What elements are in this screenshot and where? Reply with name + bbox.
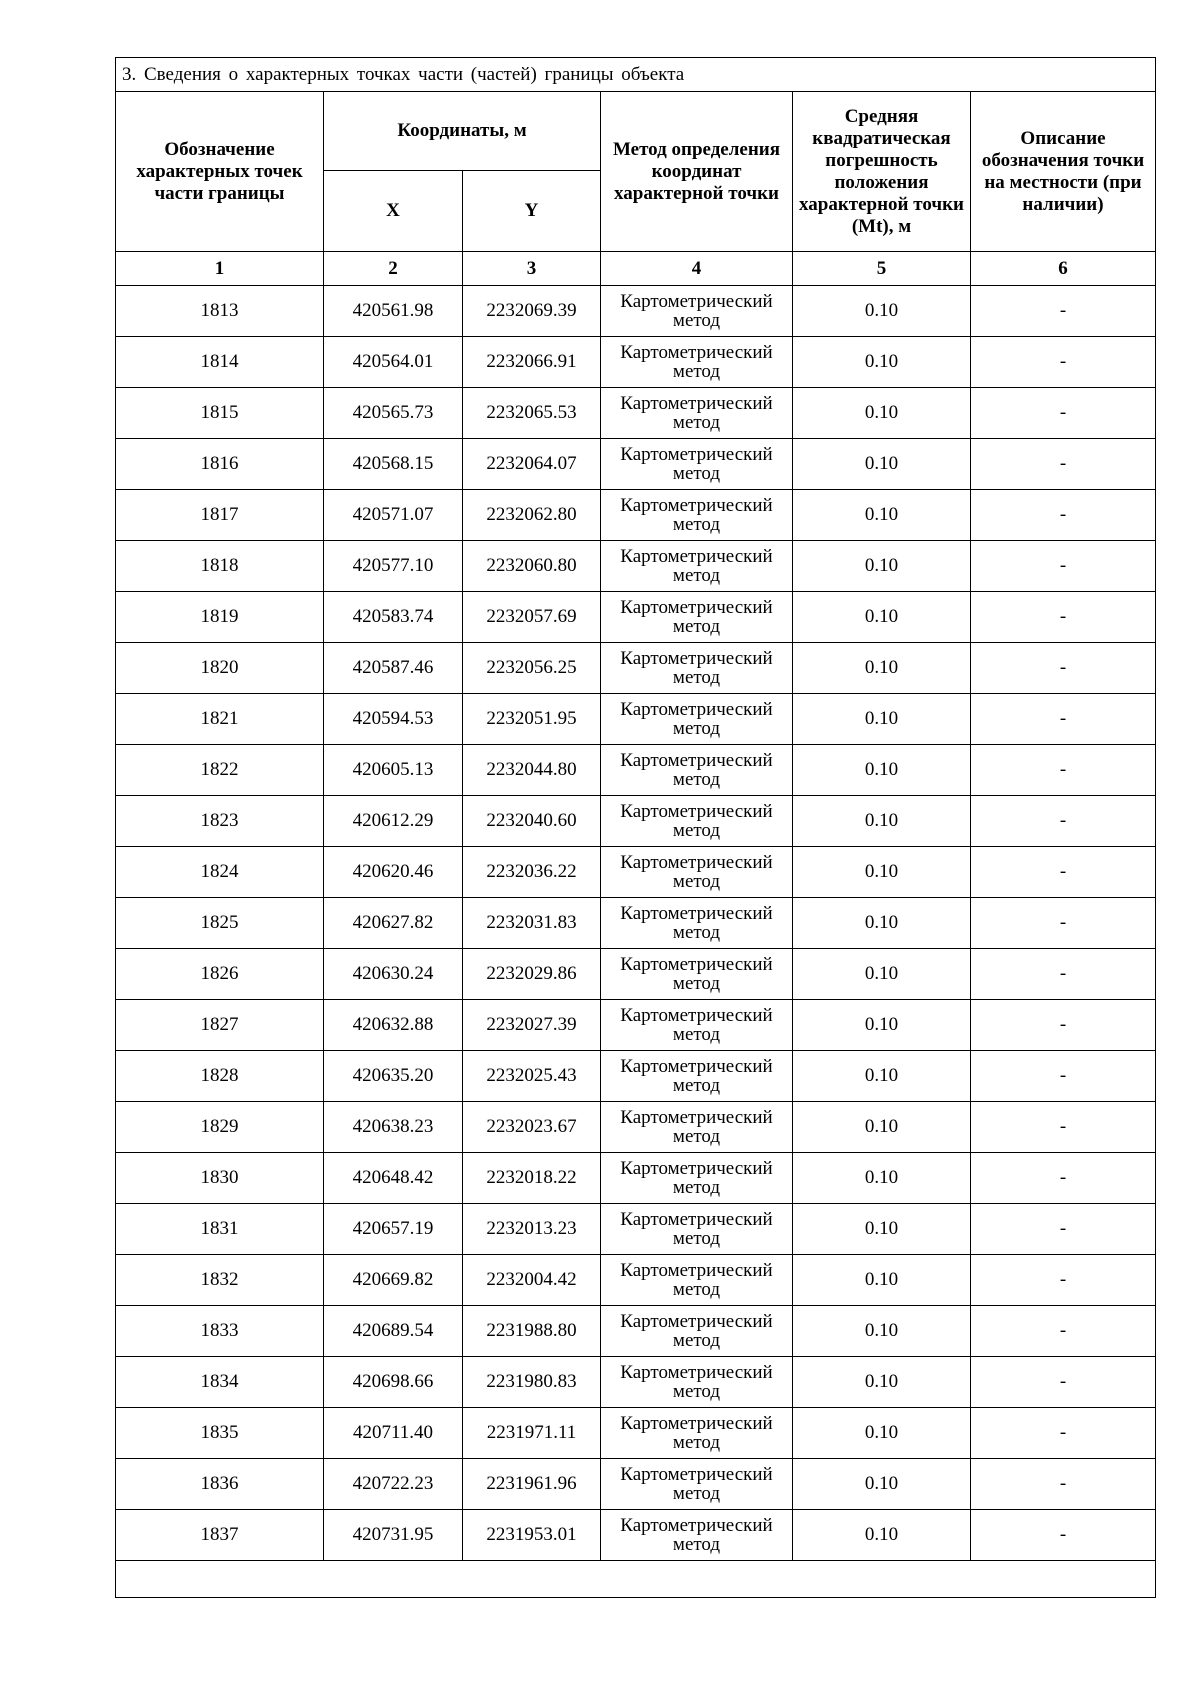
method-cell xyxy=(601,796,793,847)
column-number: 6 xyxy=(971,252,1156,286)
mean-error: 0.10 xyxy=(793,694,971,745)
method-text: метод xyxy=(672,871,721,892)
coord-y: 2232044.80 xyxy=(463,745,601,796)
method-text: метод xyxy=(672,310,721,331)
coord-x: 420669.82 xyxy=(324,1255,463,1306)
point-number: 1830 xyxy=(116,1153,324,1204)
mean-error: 0.10 xyxy=(793,592,971,643)
coord-x: 420711.40 xyxy=(324,1408,463,1459)
mean-error: 0.10 xyxy=(793,1510,971,1561)
method-cell xyxy=(601,592,793,643)
method-cell xyxy=(601,1153,793,1204)
point-description: - xyxy=(971,1255,1156,1306)
coord-x: 420564.01 xyxy=(324,337,463,388)
coord-y: 2232040.60 xyxy=(463,796,601,847)
method-text: Картометрический xyxy=(620,1464,773,1485)
column-number: 4 xyxy=(601,252,793,286)
coord-x: 420722.23 xyxy=(324,1459,463,1510)
method-text: метод xyxy=(672,412,721,433)
coord-x: 420689.54 xyxy=(324,1306,463,1357)
coord-y: 2232004.42 xyxy=(463,1255,601,1306)
method-text: Картометрический xyxy=(620,1056,773,1077)
method-text: Картометрический xyxy=(620,291,773,312)
method-cell xyxy=(601,1102,793,1153)
table-row xyxy=(116,1255,1156,1306)
header-y: Y xyxy=(463,171,601,252)
column-number: 5 xyxy=(793,252,971,286)
point-description: - xyxy=(971,949,1156,1000)
point-description: - xyxy=(971,1459,1156,1510)
coord-x: 420577.10 xyxy=(324,541,463,592)
coord-y: 2232027.39 xyxy=(463,1000,601,1051)
coord-x: 420731.95 xyxy=(324,1510,463,1561)
method-text: метод xyxy=(672,1381,721,1402)
coord-y: 2232023.67 xyxy=(463,1102,601,1153)
method-cell xyxy=(601,694,793,745)
coord-x: 420627.82 xyxy=(324,898,463,949)
method-text: метод xyxy=(672,1228,721,1249)
mean-error: 0.10 xyxy=(793,490,971,541)
table-row xyxy=(116,337,1156,388)
method-cell xyxy=(601,847,793,898)
mean-error: 0.10 xyxy=(793,898,971,949)
method-text: Картометрический xyxy=(620,546,773,567)
coord-y: 2232060.80 xyxy=(463,541,601,592)
mean-error: 0.10 xyxy=(793,439,971,490)
method-text: Картометрический xyxy=(620,1515,773,1536)
method-text: метод xyxy=(672,922,721,943)
point-description: - xyxy=(971,1102,1156,1153)
point-number: 1828 xyxy=(116,1051,324,1102)
method-text: метод xyxy=(672,1534,721,1555)
point-number: 1815 xyxy=(116,388,324,439)
method-text: метод xyxy=(672,973,721,994)
point-number: 1820 xyxy=(116,643,324,694)
mean-error: 0.10 xyxy=(793,1459,971,1510)
point-number: 1829 xyxy=(116,1102,324,1153)
method-text: Картометрический xyxy=(620,342,773,363)
point-number: 1827 xyxy=(116,1000,324,1051)
method-text: Картометрический xyxy=(620,1260,773,1281)
method-text: метод xyxy=(672,1126,721,1147)
mean-error: 0.10 xyxy=(793,1204,971,1255)
table-row xyxy=(116,1357,1156,1408)
coord-x: 420561.98 xyxy=(324,286,463,337)
mean-error: 0.10 xyxy=(793,1153,971,1204)
method-cell xyxy=(601,1408,793,1459)
method-text: Картометрический xyxy=(620,750,773,771)
table-row xyxy=(116,490,1156,541)
point-description: - xyxy=(971,1000,1156,1051)
point-number: 1833 xyxy=(116,1306,324,1357)
point-description: - xyxy=(971,796,1156,847)
point-description: - xyxy=(971,541,1156,592)
coord-x: 420565.73 xyxy=(324,388,463,439)
mean-error: 0.10 xyxy=(793,1408,971,1459)
mean-error: 0.10 xyxy=(793,286,971,337)
point-number: 1814 xyxy=(116,337,324,388)
point-number: 1835 xyxy=(116,1408,324,1459)
table-row xyxy=(116,1306,1156,1357)
method-cell xyxy=(601,286,793,337)
coord-y: 2232051.95 xyxy=(463,694,601,745)
method-text: метод xyxy=(672,616,721,637)
mean-error: 0.10 xyxy=(793,388,971,439)
header-x: X xyxy=(324,171,463,252)
mean-error: 0.10 xyxy=(793,847,971,898)
point-number: 1823 xyxy=(116,796,324,847)
header-description: Описание обозначения точки на местности (при наличии) xyxy=(971,92,1156,252)
method-text: метод xyxy=(672,1483,721,1504)
point-description: - xyxy=(971,898,1156,949)
coord-y: 2232018.22 xyxy=(463,1153,601,1204)
point-number: 1832 xyxy=(116,1255,324,1306)
method-cell xyxy=(601,643,793,694)
empty-footer-row xyxy=(116,1561,1156,1598)
method-text: метод xyxy=(672,1330,721,1351)
point-number: 1826 xyxy=(116,949,324,1000)
method-text: метод xyxy=(672,1432,721,1453)
mean-error: 0.10 xyxy=(793,1102,971,1153)
point-number: 1836 xyxy=(116,1459,324,1510)
point-description: - xyxy=(971,1051,1156,1102)
section-title: 3. Сведения о характерных точках части (частей) границы объекта xyxy=(116,58,1156,92)
method-cell xyxy=(601,490,793,541)
method-cell xyxy=(601,439,793,490)
coord-x: 420620.46 xyxy=(324,847,463,898)
point-number: 1813 xyxy=(116,286,324,337)
coord-x: 420605.13 xyxy=(324,745,463,796)
coord-x: 420657.19 xyxy=(324,1204,463,1255)
method-text: метод xyxy=(672,361,721,382)
coord-x: 420568.15 xyxy=(324,439,463,490)
mean-error: 0.10 xyxy=(793,1306,971,1357)
method-text: Картометрический xyxy=(620,1413,773,1434)
coord-y: 2232036.22 xyxy=(463,847,601,898)
method-text: метод xyxy=(672,1075,721,1096)
method-cell xyxy=(601,1510,793,1561)
empty-cell xyxy=(116,1561,1156,1598)
coord-x: 420648.42 xyxy=(324,1153,463,1204)
method-cell xyxy=(601,1306,793,1357)
coord-y: 2231988.80 xyxy=(463,1306,601,1357)
mean-error: 0.10 xyxy=(793,541,971,592)
point-number: 1837 xyxy=(116,1510,324,1561)
coord-y: 2231961.96 xyxy=(463,1459,601,1510)
method-text: Картометрический xyxy=(620,444,773,465)
point-description: - xyxy=(971,1153,1156,1204)
point-number: 1831 xyxy=(116,1204,324,1255)
table-row xyxy=(116,1000,1156,1051)
method-text: метод xyxy=(672,718,721,739)
coord-x: 420583.74 xyxy=(324,592,463,643)
point-number: 1817 xyxy=(116,490,324,541)
method-text: Картометрический xyxy=(620,495,773,516)
coord-x: 420594.53 xyxy=(324,694,463,745)
method-cell xyxy=(601,1204,793,1255)
method-text: Картометрический xyxy=(620,597,773,618)
method-text: Картометрический xyxy=(620,393,773,414)
table-row xyxy=(116,541,1156,592)
method-text: Картометрический xyxy=(620,699,773,720)
point-number: 1824 xyxy=(116,847,324,898)
method-text: метод xyxy=(672,1177,721,1198)
method-text: метод xyxy=(672,1279,721,1300)
coord-y: 2232064.07 xyxy=(463,439,601,490)
mean-error: 0.10 xyxy=(793,949,971,1000)
method-cell xyxy=(601,898,793,949)
table-row xyxy=(116,745,1156,796)
method-text: Картометрический xyxy=(620,1311,773,1332)
method-text: Картометрический xyxy=(620,852,773,873)
point-description: - xyxy=(971,388,1156,439)
point-number: 1818 xyxy=(116,541,324,592)
header-point-designation: Обозначение характерных точек части границы xyxy=(116,92,324,252)
method-text: метод xyxy=(672,769,721,790)
table-row xyxy=(116,643,1156,694)
table-row xyxy=(116,796,1156,847)
point-number: 1816 xyxy=(116,439,324,490)
point-number: 1834 xyxy=(116,1357,324,1408)
mean-error: 0.10 xyxy=(793,745,971,796)
table-row xyxy=(116,949,1156,1000)
table-row xyxy=(116,898,1156,949)
coord-y: 2232029.86 xyxy=(463,949,601,1000)
table-row xyxy=(116,1102,1156,1153)
method-cell xyxy=(601,388,793,439)
table-row xyxy=(116,847,1156,898)
coord-y: 2231971.11 xyxy=(463,1408,601,1459)
table-row xyxy=(116,388,1156,439)
coord-x: 420587.46 xyxy=(324,643,463,694)
method-text: Картометрический xyxy=(620,648,773,669)
method-text: метод xyxy=(672,667,721,688)
method-text: Картометрический xyxy=(620,1158,773,1179)
mean-error: 0.10 xyxy=(793,1000,971,1051)
method-cell xyxy=(601,1357,793,1408)
method-cell xyxy=(601,949,793,1000)
coord-y: 2232065.53 xyxy=(463,388,601,439)
mean-error: 0.10 xyxy=(793,796,971,847)
coord-x: 420632.88 xyxy=(324,1000,463,1051)
coord-x: 420630.24 xyxy=(324,949,463,1000)
point-description: - xyxy=(971,1408,1156,1459)
method-text: метод xyxy=(672,565,721,586)
coord-y: 2232069.39 xyxy=(463,286,601,337)
column-number: 3 xyxy=(463,252,601,286)
coord-x: 420638.23 xyxy=(324,1102,463,1153)
mean-error: 0.10 xyxy=(793,1357,971,1408)
table-row xyxy=(116,1153,1156,1204)
table-row xyxy=(116,1510,1156,1561)
point-description: - xyxy=(971,847,1156,898)
table-row xyxy=(116,1408,1156,1459)
column-number: 1 xyxy=(116,252,324,286)
mean-error: 0.10 xyxy=(793,1255,971,1306)
point-description: - xyxy=(971,337,1156,388)
mean-error: 0.10 xyxy=(793,643,971,694)
method-text: метод xyxy=(672,820,721,841)
coord-y: 2232025.43 xyxy=(463,1051,601,1102)
method-text: метод xyxy=(672,1024,721,1045)
point-number: 1825 xyxy=(116,898,324,949)
mean-error: 0.10 xyxy=(793,337,971,388)
header-coordinates: Координаты, м xyxy=(324,92,601,171)
table-row xyxy=(116,1204,1156,1255)
point-description: - xyxy=(971,490,1156,541)
method-text: Картометрический xyxy=(620,903,773,924)
coord-y: 2232013.23 xyxy=(463,1204,601,1255)
point-number: 1821 xyxy=(116,694,324,745)
point-number: 1822 xyxy=(116,745,324,796)
method-cell xyxy=(601,1000,793,1051)
table-row xyxy=(116,1051,1156,1102)
point-description: - xyxy=(971,745,1156,796)
point-number: 1819 xyxy=(116,592,324,643)
method-text: метод xyxy=(672,514,721,535)
point-description: - xyxy=(971,286,1156,337)
table-row xyxy=(116,286,1156,337)
method-text: Картометрический xyxy=(620,1362,773,1383)
coord-y: 2232066.91 xyxy=(463,337,601,388)
coord-x: 420612.29 xyxy=(324,796,463,847)
point-description: - xyxy=(971,694,1156,745)
coord-y: 2231953.01 xyxy=(463,1510,601,1561)
boundary-points-table xyxy=(115,57,1156,1598)
point-description: - xyxy=(971,1510,1156,1561)
coord-y: 2232056.25 xyxy=(463,643,601,694)
coord-x: 420571.07 xyxy=(324,490,463,541)
method-cell xyxy=(601,1459,793,1510)
coord-y: 2232062.80 xyxy=(463,490,601,541)
point-description: - xyxy=(971,1306,1156,1357)
table-row xyxy=(116,1459,1156,1510)
point-description: - xyxy=(971,439,1156,490)
point-description: - xyxy=(971,592,1156,643)
point-description: - xyxy=(971,1204,1156,1255)
table-row xyxy=(116,439,1156,490)
method-cell xyxy=(601,1051,793,1102)
coord-x: 420635.20 xyxy=(324,1051,463,1102)
method-text: метод xyxy=(672,463,721,484)
header-method: Метод определения координат характерной точки xyxy=(601,92,793,252)
method-text: Картометрический xyxy=(620,1107,773,1128)
point-description: - xyxy=(971,643,1156,694)
coord-y: 2231980.83 xyxy=(463,1357,601,1408)
method-cell xyxy=(601,337,793,388)
column-number: 2 xyxy=(324,252,463,286)
point-description: - xyxy=(971,1357,1156,1408)
header-mean-error: Средняя квадратическая погрешность положения характерной точки (Mt), м xyxy=(793,92,971,252)
method-cell xyxy=(601,541,793,592)
method-cell xyxy=(601,1255,793,1306)
coord-x: 420698.66 xyxy=(324,1357,463,1408)
coord-y: 2232031.83 xyxy=(463,898,601,949)
table-row xyxy=(116,592,1156,643)
table-row xyxy=(116,694,1156,745)
method-text: Картометрический xyxy=(620,954,773,975)
method-text: Картометрический xyxy=(620,1005,773,1026)
coord-y: 2232057.69 xyxy=(463,592,601,643)
method-text: Картометрический xyxy=(620,1209,773,1230)
method-text: Картометрический xyxy=(620,801,773,822)
mean-error: 0.10 xyxy=(793,1051,971,1102)
method-cell xyxy=(601,745,793,796)
